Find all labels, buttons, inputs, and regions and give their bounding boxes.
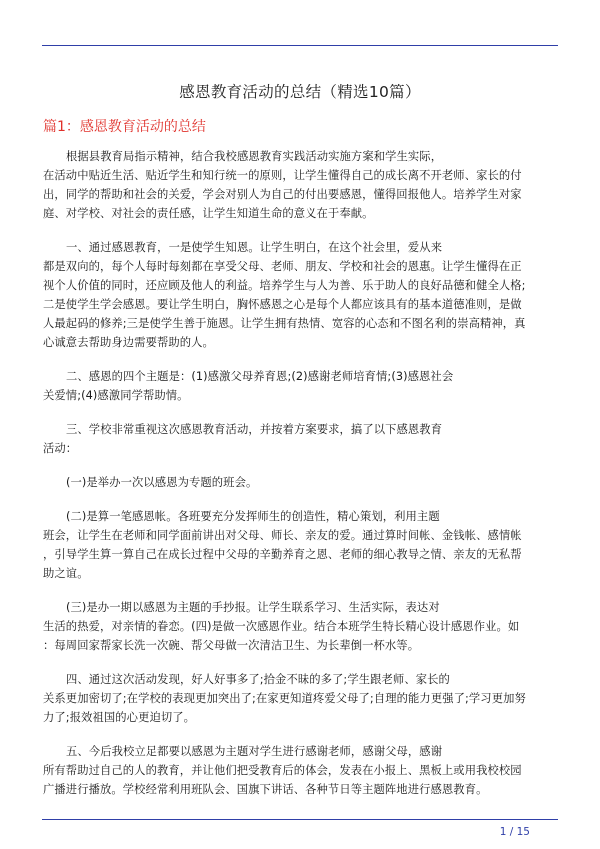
page-number: 1 / 15 — [499, 826, 530, 838]
paragraph-activity-3 — [43, 598, 559, 655]
text-line: 视个人价值的同时，还应顾及他人的利益。培养学生与人为善、乐于助人的良好品德和健全人格; — [43, 279, 526, 292]
section-heading: 篇1：感恩教育活动的总结 — [43, 119, 206, 135]
text-line: 五、今后我校立足都要以感恩为主题对学生进行感谢老师，感谢父母，感谢 — [66, 745, 443, 758]
text-line: (一)是举办一次以感恩为专题的班会。 — [66, 476, 258, 489]
text-line: 班会，让学生在老师和同学面前讲出对父母、师长、亲友的爱。通过算时间帐、金钱帐、感情帐 — [43, 529, 522, 542]
text-line: 二、感恩的四个主题是：(1)感激父母养育恩;(2)感谢老师培育情;(3)感恩社会 — [66, 370, 454, 383]
paragraph-point-2 — [43, 367, 559, 405]
text-line: 人最起码的修养;三是使学生善于施恩。让学生拥有热情、宽容的心态和不图名利的崇高精神，真 — [43, 317, 526, 330]
text-line: 生活的热爱，对亲情的眷恋。(四)是做一次感恩作业。结合本班学生特长精心设计感恩作业。如 — [43, 620, 520, 633]
text-line: 庭、对学校、对社会的责任感，让学生知道生命的意义在于奉献。 — [43, 207, 374, 220]
text-line: (三)是办一期以感恩为主题的手抄报。让学生联系学习、生活实际，表达对 — [66, 601, 440, 614]
text-line: 力了;报效祖国的心更迫切了。 — [43, 711, 196, 724]
text-line: 二是使学生学会感恩。要让学生明白，胸怀感恩之心是每个人都应该具有的基本道德准则，是做 — [43, 298, 522, 311]
document-body — [43, 147, 559, 814]
text-line: 在活动中贴近生活、贴近学生和知行统一的原则，让学生懂得自己的成长离不开老师、家长的付 — [43, 169, 522, 182]
text-line: 所有帮助过自己的人的教育，并让他们把受教育后的体会，发表在小报上、黑板上或用我校校园 — [43, 764, 522, 777]
text-line: (二)是算一笔感恩帐。各班要充分发挥师生的创造性，精心策划，利用主题 — [66, 510, 440, 523]
text-line: 活动： — [43, 442, 78, 455]
text-line: 出，同学的帮助和社会的关爱，学会对别人为自己的付出要感恩，懂得回报他人。培养学生对家 — [43, 188, 522, 201]
paragraph-point-4 — [43, 670, 559, 727]
paragraph-activity-2 — [43, 507, 559, 583]
text-line: ，引导学生算一算自己在成长过程中父母的辛勤养育之恩、老师的细心教导之情、亲友的无私帮 — [43, 548, 522, 561]
text-line: 广播进行播放。学校经常利用班队会、国旗下讲话、各种节日等主题阵地进行感恩教育。 — [43, 783, 488, 796]
document-title: 感恩教育活动的总结（精选10篇） — [179, 83, 421, 101]
text-line: 三、学校非常重视这次感恩教育活动，并按着方案要求，搞了以下感恩教育 — [66, 423, 443, 436]
header-rule — [42, 45, 558, 46]
text-line: 四、通过这次活动发现，好人好事多了;拾金不昧的多了;学生跟老师、家长的 — [66, 673, 450, 686]
footer-rule — [42, 819, 558, 820]
text-line: ：每周回家帮家长洗一次碗、帮父母做一次清洁卫生、为长辈倒一杯水等。 — [43, 639, 420, 652]
text-line: 一、通过感恩教育，一是使学生知恩。让学生明白，在这个社会里，爱从来 — [66, 241, 443, 254]
paragraph-point-3 — [43, 420, 559, 458]
paragraph-activity-1 — [43, 473, 559, 492]
paragraph-intro — [43, 147, 559, 223]
text-line: 助之谊。 — [43, 567, 89, 580]
text-line: 都是双向的，每个人每时每刻都在享受父母、老师、朋友、学校和社会的恩惠。让学生懂得在正 — [43, 260, 522, 273]
text-line: 关系更加密切了;在学校的表现更加突出了;在家更知道疼爱父母了;自理的能力更强了;学习更加努 — [43, 692, 526, 705]
text-line: 心诚意去帮助身边需要帮助的人。 — [43, 336, 214, 349]
text-line: 关爱情;(4)感激同学帮助情。 — [43, 389, 189, 402]
paragraph-point-1 — [43, 238, 559, 352]
paragraph-point-5 — [43, 742, 559, 799]
text-line: 根据县教育局指示精神，结合我校感恩教育实践活动实施方案和学生实际， — [66, 150, 443, 163]
